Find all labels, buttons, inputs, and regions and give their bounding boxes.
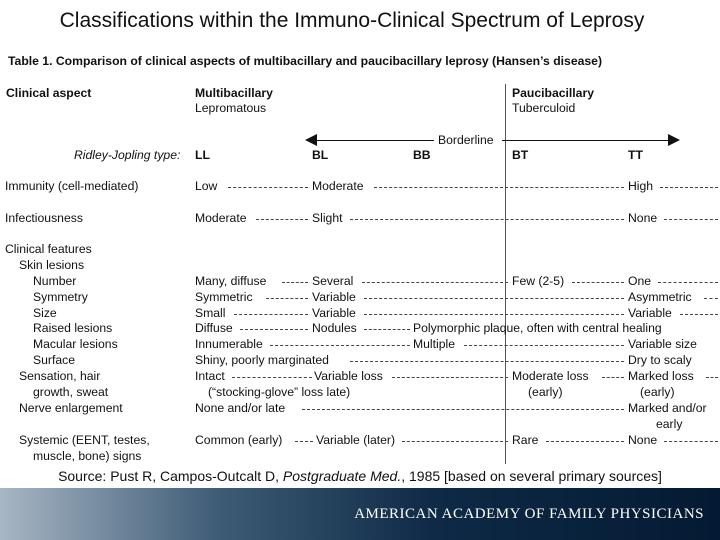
systemic-ll: Common (early): [195, 433, 283, 447]
dash-line: [464, 345, 624, 346]
dash-line: [664, 219, 718, 220]
nerve-tt-note: early: [656, 417, 683, 431]
header-paucibacillary: Paucibacillary: [512, 86, 594, 100]
row-label-sensation: Sensation, hair: [19, 369, 101, 383]
row-label-skin-lesions: Skin lesions: [19, 258, 85, 272]
center-divider: [505, 84, 506, 464]
dash-line: [270, 345, 410, 346]
macular-tt: Variable size: [628, 337, 697, 351]
dash-line: [266, 298, 308, 299]
infectiousness-bl: Slight: [312, 211, 343, 225]
surface-tt: Dry to scaly: [628, 353, 692, 367]
type-bt: BT: [512, 148, 529, 162]
sensation-tt: Marked loss: [628, 369, 694, 383]
source-journal: Postgraduate Med.: [282, 468, 402, 484]
dash-line: [256, 219, 308, 220]
dash-line: [232, 377, 312, 378]
infectiousness-tt: None: [628, 211, 658, 225]
dash-line: [374, 187, 624, 188]
footer-banner: [0, 488, 720, 540]
header-tuberculoid: Tuberculoid: [512, 101, 576, 115]
table-title: Table 1. Comparison of clinical aspects of multibacillary and paucibacillary leprosy (Hansen’s disease): [8, 54, 603, 68]
symmetry-ll: Symmetric: [195, 290, 253, 304]
immunity-bl: Moderate: [312, 179, 364, 193]
systemic-bl: Variable (later): [316, 433, 396, 447]
size-ll: Small: [195, 306, 226, 320]
row-label-size: Size: [33, 306, 57, 320]
source-citation: [0, 468, 720, 484]
number-bl: Several: [312, 274, 354, 288]
dash-line: [364, 329, 410, 330]
dash-line: [295, 441, 313, 442]
type-bb: BB: [413, 148, 431, 162]
row-label-infectiousness: Infectiousness: [5, 211, 83, 225]
immunity-ll: Low: [195, 179, 218, 193]
row-label-raised-lesions: Raised lesions: [33, 321, 113, 335]
row-label-clinical-features: Clinical features: [5, 242, 92, 256]
immunity-tt: High: [628, 179, 654, 193]
symmetry-bl: Variable: [312, 290, 356, 304]
raised-bl: Nodules: [312, 321, 357, 335]
row-label-nerve-enlargement: Nerve enlargement: [19, 401, 123, 415]
systemic-tt: None: [628, 433, 658, 447]
surface-ll: Shiny, poorly marginated: [195, 353, 329, 367]
ridley-jopling-label: Ridley-Jopling type:: [74, 148, 181, 162]
size-tt: Variable: [628, 306, 672, 320]
type-tt: TT: [628, 148, 643, 162]
size-bl: Variable: [312, 306, 356, 320]
header-clinical-aspect: Clinical aspect: [6, 86, 92, 100]
dash-line: [364, 314, 624, 315]
dash-line: [362, 282, 508, 283]
dash-line: [364, 298, 624, 299]
symmetry-tt: Asymmetric: [628, 290, 692, 304]
dash-line: [704, 298, 718, 299]
dash-line: [228, 187, 308, 188]
sensation-ll-note: (“stocking-glove” loss late): [208, 385, 351, 399]
sensation-bt: Moderate loss: [512, 369, 589, 383]
row-label-systemic: Systemic (EENT, testes,: [19, 433, 150, 447]
row-label-number: Number: [33, 274, 77, 288]
sensation-tt-note: (early): [640, 385, 675, 399]
dash-line: [602, 377, 624, 378]
macular-bb: Multiple: [413, 337, 455, 351]
source-prefix: Source: Pust R, Campos-Outcalt D,: [58, 468, 283, 484]
sensation-bl: Variable loss: [314, 369, 383, 383]
header-multibacillary: Multibacillary: [195, 86, 273, 100]
dash-line: [664, 441, 718, 442]
row-label-immunity: Immunity (cell-mediated): [5, 179, 139, 193]
raised-ll: Diffuse: [195, 321, 233, 335]
dash-line: [706, 377, 718, 378]
infectiousness-ll: Moderate: [195, 211, 247, 225]
sensation-bt-note: (early): [528, 385, 563, 399]
row-label-surface: Surface: [33, 353, 76, 367]
dash-line: [658, 282, 718, 283]
dash-line: [680, 314, 718, 315]
header-lepromatous: Lepromatous: [195, 101, 267, 115]
arrowhead-right-icon: [668, 134, 680, 146]
row-label-systemic-2: muscle, bone) signs: [33, 449, 142, 463]
systemic-bt: Rare: [512, 433, 539, 447]
borderline-arrow-left: [314, 140, 434, 141]
dash-line: [350, 361, 624, 362]
dash-line: [302, 409, 624, 410]
row-label-macular-lesions: Macular lesions: [33, 337, 118, 351]
nerve-tt: Marked and/or: [628, 401, 707, 415]
number-ll: Many, diffuse: [195, 274, 267, 288]
arrowhead-left-icon: [305, 134, 317, 146]
dash-line: [240, 329, 308, 330]
row-label-symmetry: Symmetry: [33, 290, 88, 304]
dash-line: [234, 314, 308, 315]
raised-bb: Polymorphic plaque, often with central healing: [413, 321, 662, 335]
dash-line: [282, 282, 308, 283]
dash-line: [402, 441, 508, 442]
dash-line: [546, 441, 624, 442]
dash-line: [660, 187, 718, 188]
dash-line: [392, 377, 508, 378]
sensation-ll: Intact: [195, 369, 225, 383]
type-bl: BL: [312, 148, 329, 162]
number-tt: One: [628, 274, 652, 288]
slide-title: Classifications within the Immuno-Clinical Spectrum of Leprosy: [59, 9, 645, 32]
dash-line: [572, 282, 624, 283]
dash-line: [350, 219, 624, 220]
borderline-arrow-right: [502, 140, 670, 141]
nerve-ll: None and/or late: [195, 401, 286, 415]
footer-org-name: AMERICAN ACADEMY OF FAMILY PHYSICIANS: [354, 506, 704, 522]
source-suffix: , 1985 [based on several primary sources]: [401, 468, 662, 484]
type-ll: LL: [195, 148, 210, 162]
macular-ll: Innumerable: [195, 337, 263, 351]
borderline-label: Borderline: [438, 133, 494, 147]
row-label-sensation-2: growth, sweat: [33, 385, 109, 399]
number-bt: Few (2-5): [512, 274, 565, 288]
